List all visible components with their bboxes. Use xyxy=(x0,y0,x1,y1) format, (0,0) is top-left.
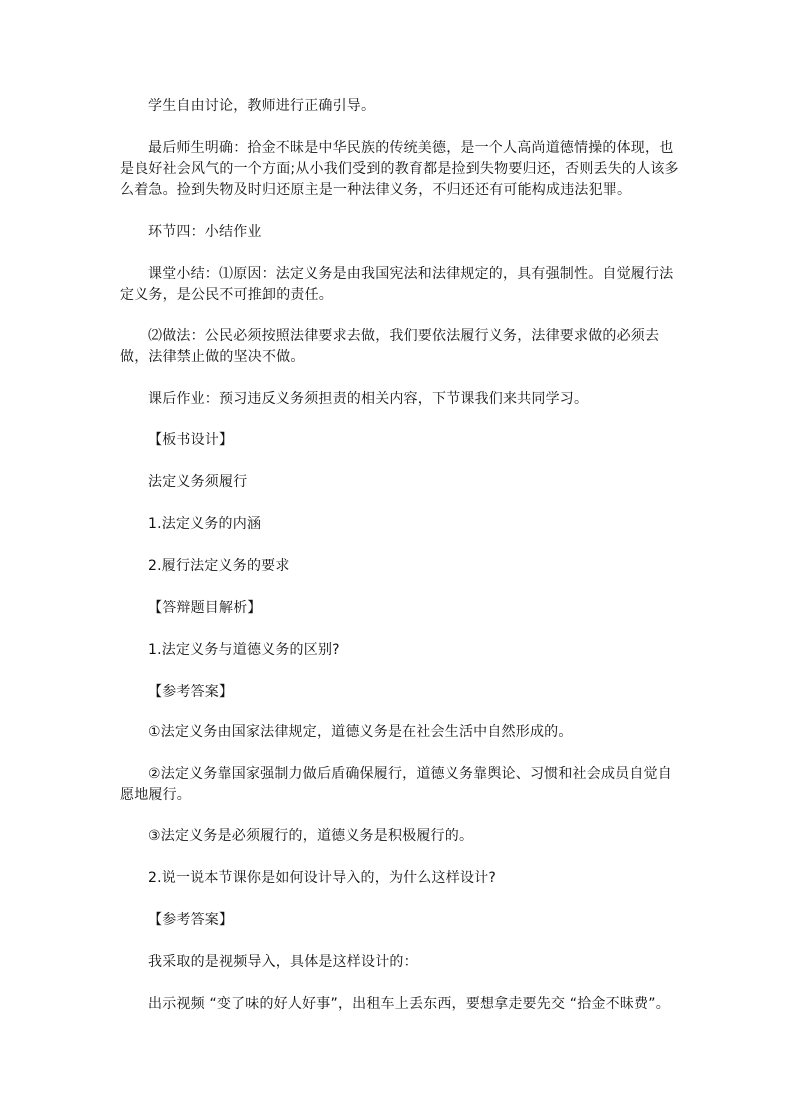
heading-reference-answer-2: 【参考答案】 xyxy=(148,912,234,928)
question-2: 2.说一说本节课你是如何设计导入的，为什么这样设计? xyxy=(148,870,496,886)
heading-reference-answer-1: 【参考答案】 xyxy=(148,684,234,700)
answer-1-point-2: ②法定义务靠国家强制力做后盾确保履行，道德义务靠舆论、习惯和社会成员自觉自愿地履行。 xyxy=(120,766,672,803)
paragraph-method: ⑵做法：公民必须按照法律要求去做，我们要依法履行义务，法律要求做的必须去做，法律禁止做的坚决不做。 xyxy=(120,328,660,365)
section-heading-step-four: 环节四：小结作业 xyxy=(148,224,262,240)
answer-2-video-description: 出示视频 “变了味的好人好事”，出租车上丢东西，要想拿走要先交 “拾金不昧费”。 xyxy=(148,996,670,1012)
heading-board-design: 【板书设计】 xyxy=(148,432,234,448)
board-item-2: 2.履行法定义务的要求 xyxy=(148,558,290,574)
question-1: 1.法定义务与道德义务的区别? xyxy=(148,642,340,658)
board-title: 法定义务须履行 xyxy=(148,474,248,490)
heading-defense-analysis: 【答辩题目解析】 xyxy=(148,600,262,616)
paragraph-discussion: 学生自由讨论，教师进行正确引导。 xyxy=(148,98,376,114)
paragraph-class-summary: 课堂小结：⑴原因：法定义务是由我国宪法和法律规定的，具有强制性。自觉履行法定义务，是公民不可推卸的责任。 xyxy=(120,266,674,303)
paragraph-conclusion: 最后师生明确：拾金不昧是中华民族的传统美德，是一个人高尚道德情操的体现，也是良好社会风气的一个方面;从小我们受到的教育都是捡到失物要归还，否则丢失的人该多么着急。捡到失物及时归还原主是一种法律义务，不归还还有可能构成违法犯罪。 xyxy=(120,140,679,198)
paragraph-homework: 课后作业：预习违反义务须担责的相关内容，下节课我们来共同学习。 xyxy=(148,391,589,407)
answer-2-intro: 我采取的是视频导入，具体是这样设计的： xyxy=(148,954,418,970)
board-item-1: 1.法定义务的内涵 xyxy=(148,516,262,532)
answer-1-point-1: ①法定义务由国家法律规定，道德义务是在社会生活中自然形成的。 xyxy=(148,724,573,740)
answer-1-point-3: ③法定义务是必须履行的，道德义务是积极履行的。 xyxy=(148,828,474,844)
